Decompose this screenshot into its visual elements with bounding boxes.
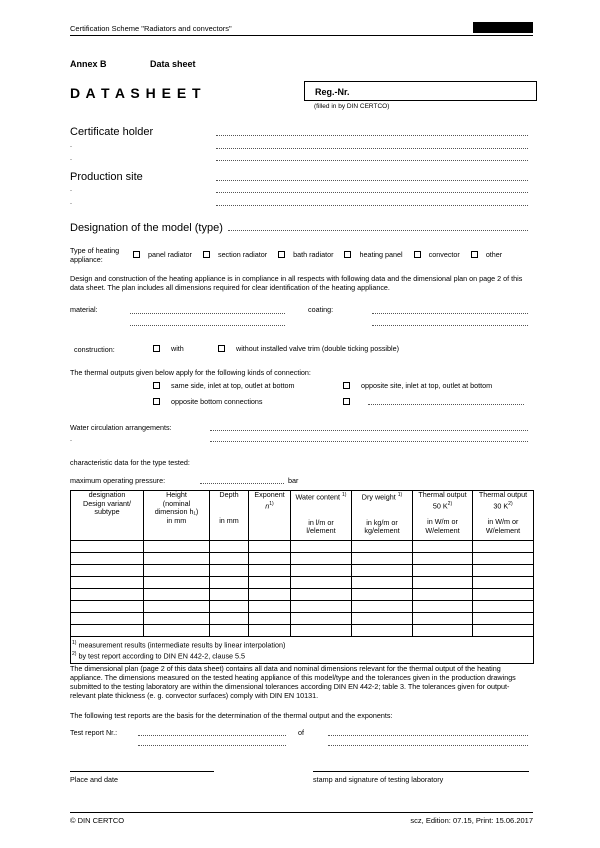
dimensional-text: The dimensional plan (page 2 of this data sheet) contains all data and nominal dimensions relevant for the thermal output of the heating appliance. The dimensions measured on the tested heating appliance of this model/type and the tolerances given in the production drawings submitted to the testing laboratory are within the dimensional tolerances according DIN EN 442-2; table 3. The tolerances given for output-relevant plate thickness (e. g. convector surfaces) comply with DIN EN 10131. [70, 664, 516, 700]
bullet: . [70, 140, 72, 149]
reg-nr-note: (filled in by DIN CERTCO) [314, 103, 390, 110]
option-heating-panel: heating panel [359, 250, 403, 259]
footnote-2 [72, 650, 532, 661]
pressure-unit: bar [288, 476, 299, 485]
thermal-opt2 [343, 381, 492, 390]
test-report-label: Test report Nr.: [70, 728, 118, 737]
footnote-ref: 1) [397, 492, 403, 498]
header-unit: W/element [485, 525, 521, 535]
production-site-line-3[interactable] [216, 205, 528, 206]
header-text: Thermal output [478, 490, 528, 499]
bullet: . [70, 153, 72, 162]
construction-without [218, 344, 399, 353]
header-text: in l/m or [308, 517, 334, 527]
table-row[interactable] [71, 625, 534, 637]
checkbox-opposite-bottom[interactable] [153, 398, 160, 405]
header-text: designation [88, 490, 126, 499]
material-line-2[interactable] [130, 325, 285, 326]
checkbox-with[interactable] [153, 345, 160, 352]
footnote-ref: 1) [269, 500, 274, 507]
test-report-of: of [298, 728, 304, 737]
checkbox-section-radiator[interactable] [203, 251, 210, 258]
test-report-line-2[interactable] [138, 745, 286, 746]
certificate-holder-label: Certificate holder [70, 126, 154, 138]
annex-title: Data sheet [150, 59, 196, 69]
checkbox-opposite-site[interactable] [343, 382, 350, 389]
annex-label: Annex B [70, 59, 107, 69]
col-exponent [249, 491, 291, 541]
header-text: Height [166, 490, 187, 499]
header-text: in W/m or [427, 517, 458, 527]
col-dry-weight [352, 491, 413, 541]
pressure-line[interactable] [200, 483, 284, 484]
header-text: in kg/m or [366, 517, 398, 527]
footer-right: scz, Edition: 07.15, Print: 15.06.2017 [410, 816, 533, 825]
bullet: . [70, 184, 72, 193]
header-text: n [265, 500, 270, 510]
footnote-ref: 2) [447, 500, 453, 507]
option-opposite-bottom: opposite bottom connections [171, 397, 263, 406]
option-section-radiator: section radiator [217, 250, 268, 259]
construction-with [153, 344, 184, 353]
pressure-label: maximum operating pressure: [70, 476, 166, 485]
footnote-ref: 2) [508, 500, 513, 507]
coating-label: coating: [308, 305, 334, 314]
test-reports-text: The following test reports are the basis for the determination of the thermal output and the exponents: [70, 711, 393, 720]
production-site-line-2[interactable] [216, 192, 528, 193]
option-other: other [485, 250, 503, 259]
header-text: 30 K [493, 500, 509, 510]
table-header-row [71, 491, 534, 541]
designation-line[interactable] [228, 230, 528, 231]
designation-label: Designation of the model (type) [70, 222, 223, 234]
scheme-title: Certification Scheme "Radiators and convectors" [70, 24, 232, 33]
test-report-of-line-1[interactable] [328, 735, 528, 736]
col-thermal-30k [473, 491, 534, 541]
compliance-text: Design and construction of the heating appliance is in compliance in all respects with following data and the dimensional plan on page 2 of this data sheet. The plan includes all dimensions required for clear identification of the heating appliance. [70, 274, 523, 292]
table-row[interactable] [71, 601, 534, 613]
table-row[interactable] [71, 541, 534, 553]
header-text: dimension h₁) [154, 507, 199, 516]
test-report-of-line-2[interactable] [328, 745, 528, 746]
certificate-holder-line-1[interactable] [216, 135, 528, 136]
checkbox-convector[interactable] [414, 251, 421, 258]
checkbox-heating-panel[interactable] [344, 251, 351, 258]
material-line-1[interactable] [130, 313, 285, 314]
header-text: Design variant/ [83, 498, 131, 508]
checkbox-bath-radiator[interactable] [278, 251, 285, 258]
place-date-line[interactable] [70, 771, 214, 772]
header-black-box [473, 22, 533, 33]
stamp-label: stamp and signature of testing laboratory [313, 775, 444, 784]
footnote-1 [72, 639, 532, 650]
option-same-side: same side, inlet at top, outlet at bottom [171, 381, 295, 390]
coating-line-1[interactable] [372, 313, 528, 314]
water-line-1[interactable] [210, 430, 528, 431]
heating-type-label-1: Type of heating [70, 246, 120, 255]
thermal-intro: The thermal outputs given below apply for the following kinds of connection: [70, 368, 311, 377]
checkbox-other[interactable] [471, 251, 478, 258]
col-water-content [291, 491, 352, 541]
heating-type-options [133, 250, 502, 259]
header-unit: l/element [306, 526, 336, 536]
header-text: (nominal [162, 498, 191, 508]
checkbox-other-connection[interactable] [343, 398, 350, 405]
place-date-label: Place and date [70, 775, 118, 784]
header-text: Dry weight [361, 492, 396, 502]
footnote-1-text: measurement results (intermediate results by linear interpolation) [78, 640, 286, 650]
datasheet-title: D A T A S H E E T [70, 85, 202, 101]
option-panel-radiator: panel radiator [148, 250, 192, 259]
table-row[interactable] [71, 553, 534, 565]
footer-left: © DIN CERTCO [70, 816, 125, 825]
water-line-2[interactable] [210, 441, 528, 442]
footnote-mark: 1) [72, 640, 77, 646]
thermal-opt3 [153, 397, 263, 406]
production-site-label: Production site [70, 171, 143, 183]
other-connection-line[interactable] [368, 404, 524, 405]
header-unit: W/element [425, 525, 460, 535]
checkbox-same-side[interactable] [153, 382, 160, 389]
footer-rule [70, 812, 533, 813]
col-height [144, 491, 210, 541]
option-opposite-site: opposite site, inlet at top, outlet at bottom [361, 381, 493, 390]
checkbox-without[interactable] [218, 345, 225, 352]
table-row[interactable] [71, 613, 534, 625]
header-text: subtype [94, 507, 120, 516]
certificate-holder-line-3[interactable] [216, 160, 528, 161]
footnote-mark: 2) [72, 650, 77, 657]
col-designation [71, 491, 144, 541]
header-text: Depth [219, 490, 239, 499]
test-report-line-1[interactable] [138, 735, 286, 736]
reg-nr-box[interactable] [304, 81, 537, 101]
material-label: material: [70, 305, 98, 314]
header-rule [70, 35, 533, 36]
header-text: Exponent [254, 490, 285, 499]
thermal-opt4 [343, 397, 350, 406]
table-row[interactable] [71, 577, 534, 589]
footnote-2-text: by test report according to DIN EN 442-2, clause 5.5 [78, 651, 246, 661]
checkbox-panel-radiator[interactable] [133, 251, 140, 258]
characteristic-label: characteristic data for the type tested: [70, 458, 190, 467]
header-text: Water content [295, 492, 341, 502]
bullet: . [70, 434, 72, 443]
coating-line-2[interactable] [372, 325, 528, 326]
water-label: Water circulation arrangements: [70, 423, 172, 432]
option-bath-radiator: bath radiator [293, 250, 334, 259]
footnote-ref: 1) [342, 492, 347, 498]
option-with: with [171, 344, 184, 353]
heating-type-label-2: appliance: [70, 255, 103, 264]
characteristic-data-table [70, 490, 534, 664]
header-unit: in mm [166, 515, 187, 525]
header-text: in W/m or [487, 517, 519, 527]
header-text: Thermal output [418, 490, 467, 499]
reg-nr-label: Reg.-Nr. [315, 87, 350, 97]
table-footnotes-row [71, 637, 534, 664]
bullet: . [70, 197, 72, 206]
option-without: without installed valve trim (double ticking possible) [236, 344, 399, 353]
thermal-opt1 [153, 381, 294, 390]
option-convector: convector [428, 250, 460, 259]
header-text: 50 K [432, 500, 448, 510]
col-thermal-50k [413, 491, 473, 541]
certificate-holder-line-2[interactable] [216, 148, 528, 149]
production-site-line-1[interactable] [216, 180, 528, 181]
stamp-line[interactable] [313, 771, 529, 772]
construction-label: construction: [74, 345, 115, 354]
table-row[interactable] [71, 589, 534, 601]
header-unit: kg/element [364, 526, 400, 536]
header-unit: in mm [219, 515, 239, 525]
table-row[interactable] [71, 565, 534, 577]
col-depth [210, 491, 249, 541]
